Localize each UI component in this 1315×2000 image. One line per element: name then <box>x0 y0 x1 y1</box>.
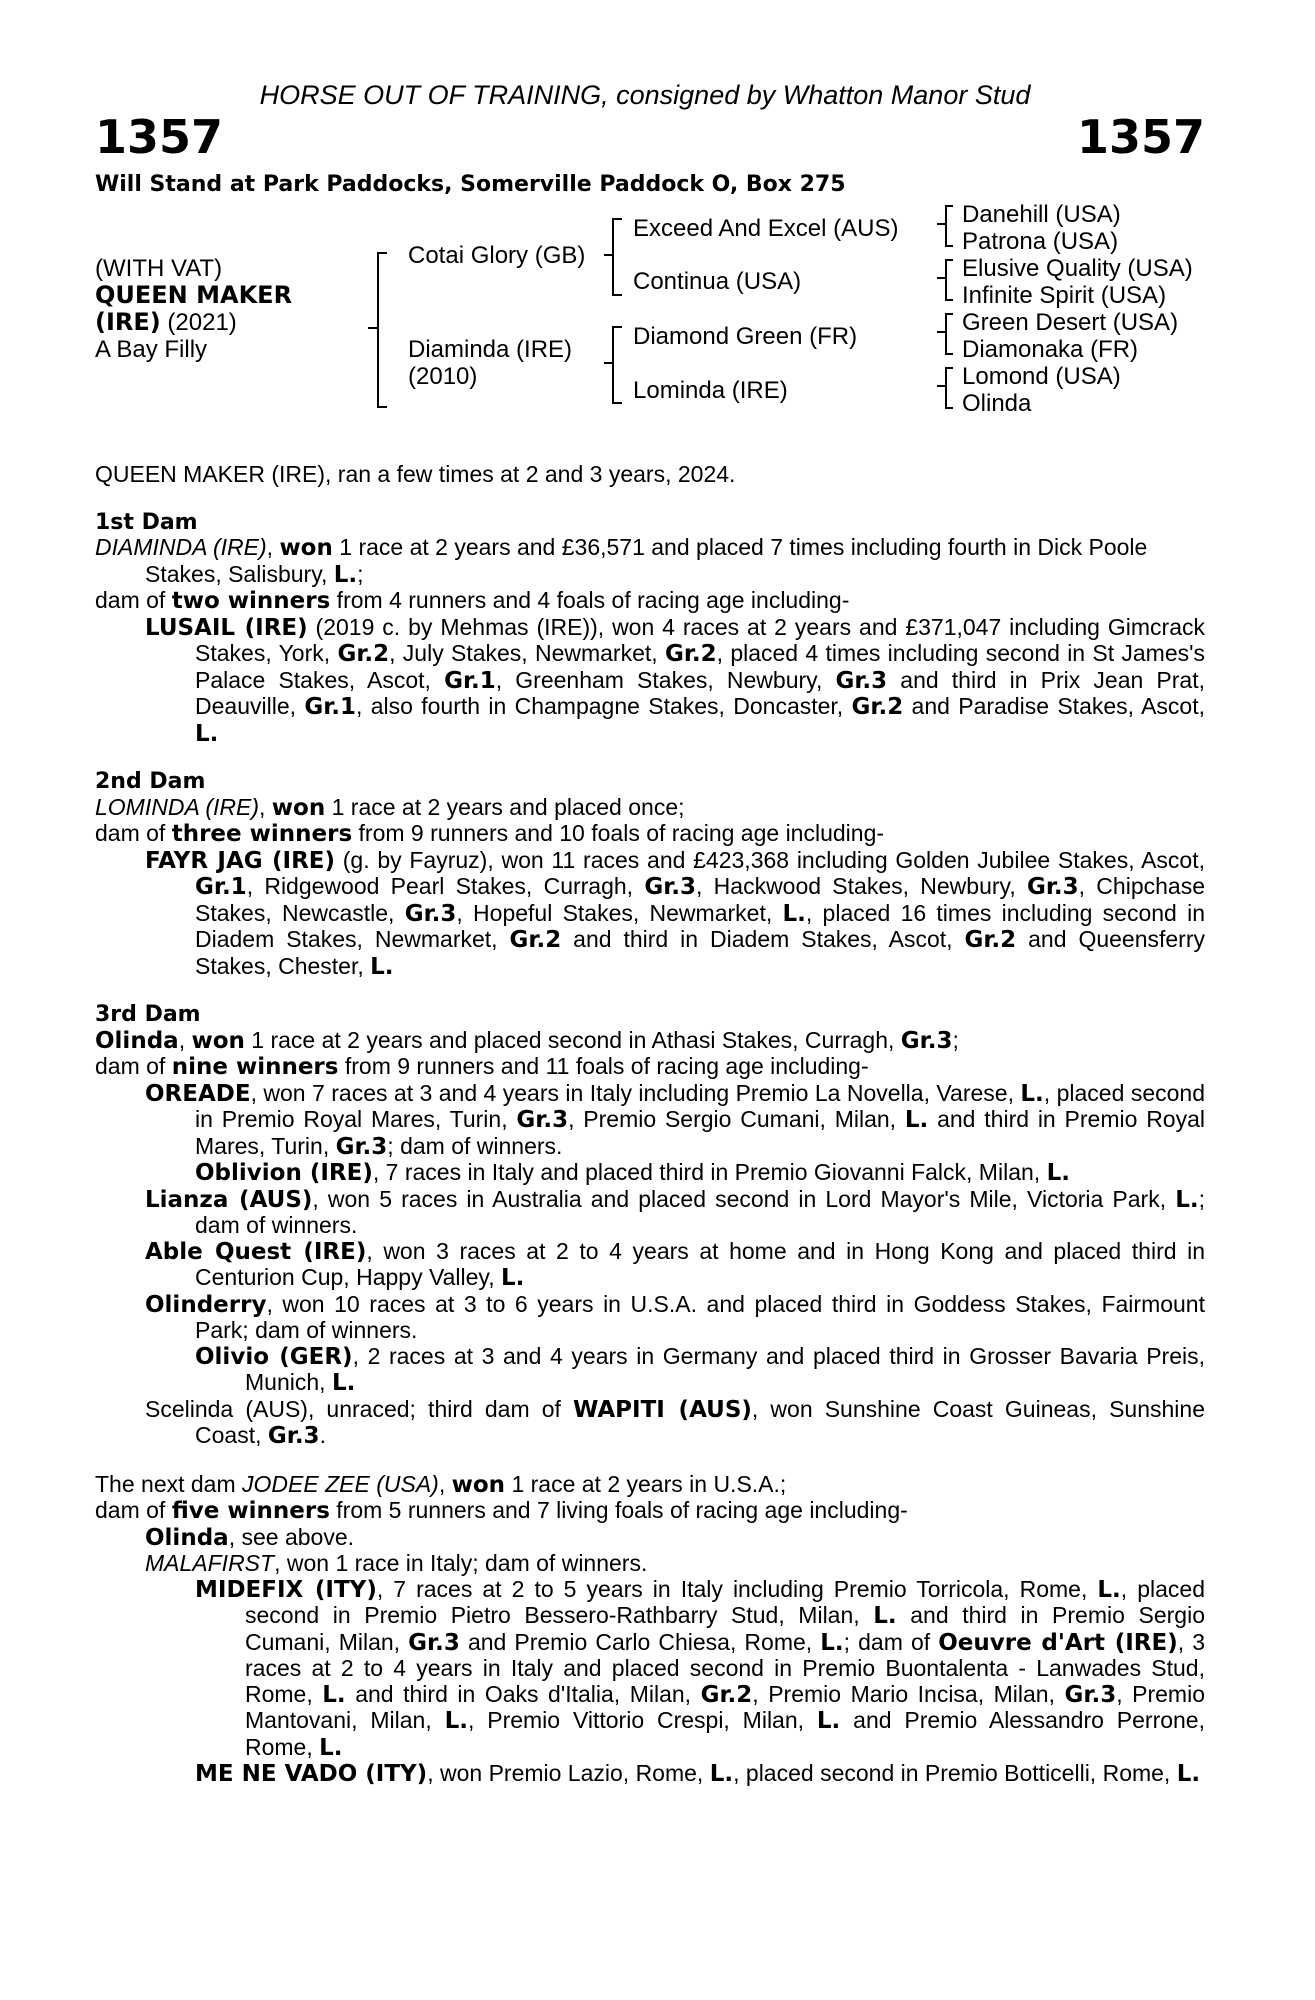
bold-text: L. <box>904 1107 929 1133</box>
text-run: 1 race at 2 years and placed second in Athasi Stakes, Curragh, <box>244 1026 901 1053</box>
text-run: , <box>259 793 272 820</box>
sale-header: HORSE OUT OF TRAINING, consigned by Whatton Manor Stud <box>259 80 1031 110</box>
text-run: ; dam of <box>843 1628 939 1655</box>
bold-text: Gr.3 <box>900 1027 953 1054</box>
progeny-entry <box>145 1081 1205 1161</box>
ancestor-g1: Danehill (USA) <box>962 201 1121 228</box>
first-dam-line <box>95 535 1205 588</box>
first-dam-section <box>95 510 1205 748</box>
sire: Cotai Glory (GB) <box>408 242 586 269</box>
text-run: , Premio Vittorio Crespi, Milan, <box>467 1707 817 1733</box>
text-run: 1 race at 2 years and placed once; <box>325 793 685 820</box>
bold-text: Gr.3 <box>404 900 457 927</box>
text-run: from 9 runners and 11 foals of racing age including- <box>338 1053 869 1079</box>
text-run: and third in Diadem Stakes, Ascot, <box>561 926 965 952</box>
bold-text: L. <box>1020 1080 1044 1107</box>
bold-text: FAYR JAG (IRE) <box>145 847 336 874</box>
text-run: dam of <box>95 1497 172 1523</box>
text-run: and third in Premio Sergio Cumani, Milan, <box>245 1602 1205 1655</box>
text-run: 1 race at 2 years and £36,571 and placed 7 times including fourth in Dick Poole Stakes, Salisbury, <box>145 534 1148 587</box>
text-run: , Chipchase Stakes, Newcastle, <box>195 873 1205 926</box>
second-dam-section <box>95 769 1205 980</box>
text-run: , placed second in Premio Pietro Bessero-Rathbarry Stud, Milan, <box>245 1575 1205 1628</box>
bold-text: Olinderry <box>145 1291 267 1318</box>
pedigree-brace-g2-tip <box>937 277 945 279</box>
text-run: , 7 races in Italy and placed third in Premio Giovanni Falck, Milan, <box>372 1159 1047 1185</box>
bold-text: Oblivion (IRE) <box>195 1160 373 1186</box>
text-run: , Premio Mario Incisa, Milan, <box>752 1680 1065 1707</box>
text-run: , won Premio Lazio, Rome, <box>427 1760 710 1786</box>
progeny-entry <box>195 1160 1205 1187</box>
bold-text: L. <box>444 1708 468 1734</box>
bold-text: Gr.3 <box>1026 874 1079 900</box>
progeny-entry <box>195 1761 1205 1788</box>
text-run: , 3 races at 2 to 4 years in Italy and placed second in Premio Buontalenta - Lanwades Stud, Rome, <box>245 1628 1206 1707</box>
text-run: and third in Oaks d'Italia, Milan, <box>345 1680 701 1707</box>
pedigree-brace-g2 <box>945 259 953 301</box>
ancestor-g6: Diamonaka (FR) <box>962 336 1139 363</box>
horse-name: QUEEN MAKER <box>95 281 293 309</box>
dam-sire: Diamond Green (FR) <box>633 323 858 350</box>
italic-text: JODEE ZEE (USA) <box>242 1470 439 1497</box>
bold-text: L. <box>873 1603 897 1629</box>
third-dam-heading: 3rd Dam <box>95 1002 201 1027</box>
bold-text: WAPITI (AUS) <box>573 1396 752 1423</box>
text-run: , Ridgewood Pearl Stakes, Curragh, <box>246 873 645 899</box>
italic-text: MALAFIRST <box>145 1550 275 1576</box>
pedigree-brace-sire <box>612 218 622 296</box>
progeny-entry <box>195 1344 1205 1397</box>
bold-text: won <box>451 1471 506 1498</box>
text-run: , placed 16 times including second in Diadem Stakes, Newmarket, <box>195 899 1205 952</box>
text-run: , see above. <box>228 1523 354 1550</box>
bold-text: MIDEFIX (ITY) <box>195 1576 377 1603</box>
text-run: , placed 4 times including second in St James's Palace Stakes, Ascot, <box>195 640 1206 693</box>
lot-number-right: 1357 <box>1076 110 1205 164</box>
ancestor-g5: Green Desert (USA) <box>962 309 1179 336</box>
text-run: , won Sunshine Coast Guineas, Sunshine Coast, <box>195 1395 1205 1448</box>
bold-text: Lianza (AUS) <box>145 1186 313 1213</box>
bold-text: Gr.2 <box>851 694 904 720</box>
bold-text: L. <box>709 1761 734 1787</box>
first-dam-progeny-1 <box>145 615 1205 748</box>
text-run: from 9 runners and 10 foals of racing age including- <box>352 820 885 846</box>
bold-text: two winners <box>171 588 331 614</box>
text-run: , also fourth in Champagne Stakes, Doncaster, <box>356 693 852 719</box>
text-run: 1 race at 2 years in U.S.A.; <box>505 1470 787 1497</box>
text-run: , <box>266 534 280 560</box>
text-run: ; <box>357 560 364 587</box>
sire-sire: Exceed And Excel (AUS) <box>633 215 899 242</box>
text-run: and Premio Carlo Chiesa, Rome, <box>459 1628 821 1655</box>
bold-text: L. <box>333 561 358 588</box>
text-run: dam of <box>95 1053 172 1079</box>
second-dam-produce <box>95 821 1205 848</box>
third-dam-section <box>95 1002 1205 1450</box>
text-run: The next dam <box>95 1470 243 1497</box>
bold-text: Gr.3 <box>644 874 697 900</box>
bold-text: Gr.1 <box>195 874 247 900</box>
text-run: . <box>319 1422 326 1448</box>
bold-text: LUSAIL (IRE) <box>145 614 308 641</box>
first-dam-produce <box>95 588 1205 615</box>
catalogue-body <box>95 462 1205 1788</box>
second-dam-line <box>95 795 1205 822</box>
text-run: and Queensferry Stakes, Chester, <box>195 926 1206 979</box>
third-dam-line <box>95 1028 1205 1055</box>
pedigree-brace-dam-tip <box>604 362 613 364</box>
lot-number-left: 1357 <box>95 110 224 164</box>
italic-text: DIAMINDA (IRE) <box>95 534 267 560</box>
text-run: from 5 runners and 7 living foals of racing age including- <box>329 1497 908 1523</box>
text-run: (g. by Fayruz), won 11 races and £423,368 including Golden Jubilee Stakes, Ascot, <box>335 846 1205 873</box>
text-run: , 7 races at 2 to 5 years in Italy including Premio Torricola, Rome, <box>376 1575 1098 1602</box>
bold-text: Gr.2 <box>964 927 1017 953</box>
bold-text: L. <box>1176 1761 1201 1787</box>
text-run: ; dam of winners. <box>387 1132 563 1159</box>
bold-text: Olivio (GER) <box>195 1343 353 1370</box>
dam: Diaminda (IRE) <box>408 336 573 363</box>
text-run: , <box>438 1470 452 1497</box>
text-run: , Hackwood Stakes, Newbury, <box>696 873 1027 899</box>
text-run: , Premio Sergio Cumani, Milan, <box>568 1106 905 1132</box>
pedigree-brace-sire-tip <box>604 254 613 256</box>
dam-year: (2010) <box>408 363 478 390</box>
text-run: , <box>178 1026 192 1053</box>
progeny-entry <box>145 1239 1205 1292</box>
pedigree-brace-g3-tip <box>937 331 945 333</box>
bold-text: L. <box>331 1370 356 1396</box>
sire-dam: Continua (USA) <box>633 268 802 295</box>
bold-text: won <box>191 1027 245 1054</box>
text-run: , placed second in Premio Botticelli, Rome, <box>733 1760 1177 1786</box>
horse-suffix-year: (IRE) (2021) <box>95 308 237 336</box>
pedigree-brace-g4-tip <box>937 385 945 387</box>
text-run: , won 7 races at 3 and 4 years in Italy including Premio La Novella, Varese, <box>250 1079 1021 1106</box>
pedigree-brace-main <box>377 252 387 408</box>
ancestor-g3: Elusive Quality (USA) <box>962 255 1193 282</box>
next-dam-progeny-list <box>95 1525 1205 1788</box>
stand-location: Will Stand at Park Paddocks, Somerville Paddock O, Box 275 <box>95 172 846 197</box>
vat-note: (WITH VAT) <box>95 255 223 282</box>
bold-text: Gr.3 <box>516 1107 569 1133</box>
text-run: , Hopeful Stakes, Newmarket, <box>456 899 783 926</box>
pedigree-brace-main-tip <box>368 327 378 329</box>
text-run: , 2 races at 3 and 4 years in Germany and placed third in Grosser Bavaria Preis, Munich, <box>245 1342 1205 1395</box>
bold-text: Gr.3 <box>408 1629 460 1656</box>
bold-text: Olinda <box>145 1524 229 1551</box>
text-run: , won 5 races in Australia and placed second in Lord Mayor's Mile, Victoria Park, <box>312 1185 1176 1212</box>
ancestor-g4: Infinite Spirit (USA) <box>962 282 1167 309</box>
second-dam-heading: 2nd Dam <box>95 769 206 794</box>
bold-text: L. <box>1175 1186 1199 1213</box>
bold-text: Oeuvre d'Art (IRE) <box>938 1629 1178 1656</box>
progeny-entry <box>195 1577 1205 1762</box>
text-run: dam of <box>95 587 172 613</box>
bold-text: Gr.2 <box>509 927 562 953</box>
text-run: , won 10 races at 3 to 6 years in U.S.A. and placed third in Goddess Stakes, Fairmount Park; dam of winners. <box>195 1290 1205 1343</box>
ancestor-g8: Olinda <box>962 390 1032 417</box>
pedigree-brace-dam <box>612 326 622 404</box>
text-run: , July Stakes, Newmarket, <box>389 640 665 666</box>
bold-text: Gr.3 <box>835 667 888 694</box>
text-run: , won 1 race in Italy; dam of winners. <box>274 1550 648 1576</box>
bold-text: OREADE <box>145 1080 251 1107</box>
text-run: , won 3 races at 2 to 4 years at home and in Hong Kong and placed third in Centurion Cup, Happy Valley, <box>195 1237 1206 1290</box>
italic-text: LOMINDA (IRE) <box>95 793 259 820</box>
pedigree-brace-g1 <box>945 205 953 247</box>
bold-text: L. <box>322 1681 346 1708</box>
text-run: Scelinda (AUS), unraced; third dam of <box>145 1395 574 1422</box>
third-dam-progeny-list <box>95 1081 1205 1450</box>
bold-text: Gr.3 <box>267 1423 320 1449</box>
next-dam-line <box>95 1472 1205 1499</box>
bold-text: L. <box>1097 1576 1121 1603</box>
text-run: and Paradise Stakes, Ascot, <box>903 693 1206 719</box>
text-run: and third in Premio Royal Mares, Turin, <box>195 1106 1205 1159</box>
racing-summary: QUEEN MAKER (IRE), ran a few times at 2 and 3 years, 2024. <box>95 461 736 487</box>
bold-text: Gr.1 <box>444 667 496 694</box>
bold-text: Gr.2 <box>700 1681 753 1708</box>
bold-text: three winners <box>171 821 353 847</box>
bold-text: Gr.3 <box>1064 1681 1117 1708</box>
bold-text: L. <box>500 1265 525 1291</box>
text-run: from 4 runners and 4 foals of racing age including- <box>330 587 850 613</box>
text-run: dam of <box>95 820 172 846</box>
ancestor-g2: Patrona (USA) <box>962 228 1119 255</box>
bold-text: L. <box>370 953 394 980</box>
text-run: (2019 c. by Mehmas (IRE)), won 4 races at 2 years and £371,047 including Gimcrack Stakes, York, <box>195 613 1205 666</box>
ancestor-g7: Lomond (USA) <box>962 363 1121 390</box>
second-dam-progeny-1 <box>145 848 1205 981</box>
next-dam-produce <box>95 1498 1205 1525</box>
progeny-entry <box>145 1187 1205 1239</box>
bold-text: won <box>271 794 326 821</box>
bold-text: Gr.2 <box>664 641 717 667</box>
progeny-entry <box>145 1525 1205 1552</box>
text-run: , placed second in Premio Royal Mares, Turin, <box>195 1079 1205 1132</box>
bold-text: ME NE VADO (ITY) <box>195 1761 428 1787</box>
text-run: , Greenham Stakes, Newbury, <box>495 666 836 693</box>
bold-text: Gr.2 <box>337 641 390 667</box>
pedigree-brace-g3 <box>945 313 953 355</box>
third-dam-produce <box>95 1054 1205 1081</box>
text-run: and Premio Alessandro Perrone, Rome, <box>245 1707 1205 1760</box>
bold-text: Olinda <box>95 1027 179 1054</box>
text-run: ; dam of winners. <box>195 1185 1205 1238</box>
horse-description: A Bay Filly <box>95 336 208 363</box>
progeny-entry <box>145 1397 1205 1450</box>
dam-dam: Lominda (IRE) <box>633 377 788 404</box>
bold-text: five winners <box>171 1498 330 1524</box>
next-dam-section <box>95 1472 1205 1788</box>
bold-text: nine winners <box>171 1054 339 1080</box>
text-run: , Premio Mantovani, Milan, <box>245 1680 1205 1733</box>
pedigree-brace-g1-tip <box>937 223 945 225</box>
bold-text: Able Quest (IRE) <box>145 1238 367 1265</box>
bold-text: L. <box>195 720 219 747</box>
bold-text: won <box>279 535 333 561</box>
text-run: ; <box>952 1026 959 1053</box>
bold-text: Gr.1 <box>304 694 357 720</box>
bold-text: L. <box>319 1734 343 1761</box>
bold-text: L. <box>782 900 806 927</box>
progeny-entry <box>145 1292 1205 1344</box>
bold-text: L. <box>1046 1160 1070 1186</box>
bold-text: Gr.3 <box>335 1133 388 1160</box>
bold-text: L. <box>820 1629 844 1656</box>
progeny-entry <box>145 1551 1205 1577</box>
first-dam-heading: 1st Dam <box>95 509 198 535</box>
text-run: and third in Prix Jean Prat, Deauville, <box>195 666 1205 719</box>
pedigree-brace-g4 <box>945 367 953 409</box>
bold-text: L. <box>816 1708 841 1734</box>
